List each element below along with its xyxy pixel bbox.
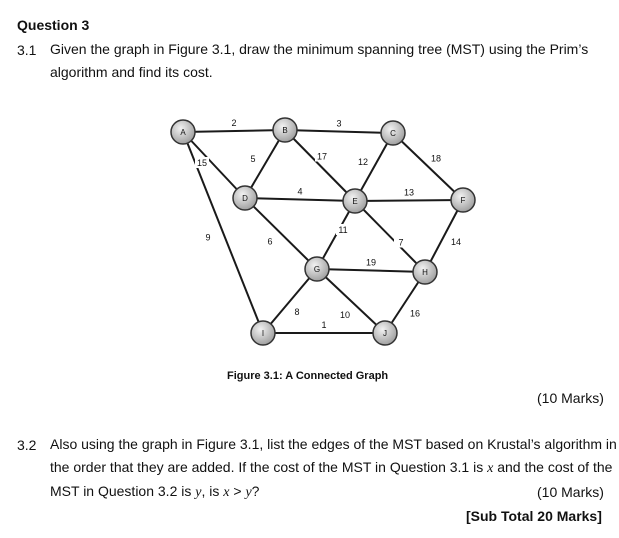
edge-weight-E-F: 13 bbox=[403, 187, 415, 198]
edge-weight-G-H: 19 bbox=[365, 257, 377, 268]
node-label-H: H bbox=[422, 268, 428, 277]
question-heading: Question 3 bbox=[17, 17, 90, 33]
edge-A-D bbox=[183, 132, 245, 198]
node-label-D: D bbox=[242, 194, 248, 203]
variable-y: y bbox=[245, 485, 252, 500]
node-label-C: C bbox=[390, 129, 396, 138]
edge-weight-H-J: 16 bbox=[409, 308, 421, 319]
edge-weight-F-H: 14 bbox=[450, 237, 462, 247]
variable-x: x bbox=[223, 485, 230, 500]
line-3-text-b: , is bbox=[201, 483, 224, 499]
edge-weight-I-J: 1 bbox=[321, 320, 327, 330]
edge-A-B bbox=[183, 130, 285, 132]
marks-3-1: (10 Marks) bbox=[537, 390, 604, 406]
node-label-J: J bbox=[383, 329, 387, 338]
edge-weight-G-I: 8 bbox=[294, 307, 300, 317]
question-3-2-line-2 bbox=[50, 456, 612, 480]
question-3-1-line-2: algorithm and find its cost. bbox=[50, 64, 213, 80]
edge-weight-B-E: 17 bbox=[316, 151, 328, 162]
marks-3-2: (10 Marks) bbox=[537, 484, 604, 500]
edge-weight-G-J: 10 bbox=[339, 310, 351, 320]
node-label-A: A bbox=[180, 128, 186, 137]
edge-weight-C-E: 12 bbox=[357, 157, 369, 167]
edge-weight-D-E: 4 bbox=[297, 186, 303, 197]
node-label-I: I bbox=[261, 329, 265, 338]
edge-B-C bbox=[285, 130, 393, 133]
node-label-F: F bbox=[460, 196, 466, 205]
variable-y: y bbox=[195, 485, 202, 500]
edge-weight-E-H: 7 bbox=[398, 237, 404, 248]
edge-E-F bbox=[355, 200, 463, 201]
edge-weight-D-G: 6 bbox=[267, 236, 273, 247]
greater-than-operator: > bbox=[229, 483, 246, 499]
question-number-3-2: 3.2 bbox=[17, 437, 37, 453]
edge-weight-B-D: 5 bbox=[250, 154, 256, 164]
question-mark: ? bbox=[251, 483, 260, 499]
edge-weight-A-I: 9 bbox=[205, 232, 211, 243]
edge-weight-A-B: 2 bbox=[231, 118, 237, 128]
edge-weight-A-D: 15 bbox=[196, 158, 208, 168]
question-number-3-1: 3.1 bbox=[17, 42, 37, 58]
edge-weight-B-C: 3 bbox=[336, 118, 342, 129]
line-2-text-a: the order that they are added. If the cost of the MST in Question 3.1 is bbox=[50, 459, 488, 475]
node-label-E: E bbox=[352, 197, 358, 206]
edge-D-G bbox=[245, 198, 317, 269]
question-3-1-line-1: Given the graph in Figure 3.1, draw the minimum spanning tree (MST) using the Prim’s bbox=[50, 41, 589, 57]
line-2-text-b: and the cost of the bbox=[493, 459, 613, 475]
figure-caption: Figure 3.1: A Connected Graph bbox=[227, 370, 389, 382]
edge-weight-E-G: 11 bbox=[338, 225, 348, 235]
sub-total-marks: [Sub Total 20 Marks] bbox=[466, 508, 602, 524]
line-3-text-a: MST in Question 3.2 is bbox=[50, 483, 196, 499]
node-label-G: G bbox=[313, 265, 321, 274]
question-3-2-line-1: Also using the graph in Figure 3.1, list the edges of the MST based on Krustal’s algorithm in bbox=[50, 436, 617, 452]
connected-graph-figure bbox=[160, 112, 480, 357]
edge-G-H bbox=[317, 269, 425, 272]
edge-weight-C-F: 18 bbox=[430, 153, 442, 164]
edge-D-E bbox=[245, 198, 355, 201]
question-3-2-line-3 bbox=[50, 480, 259, 504]
node-label-B: B bbox=[282, 126, 288, 135]
variable-x: x bbox=[487, 461, 494, 476]
